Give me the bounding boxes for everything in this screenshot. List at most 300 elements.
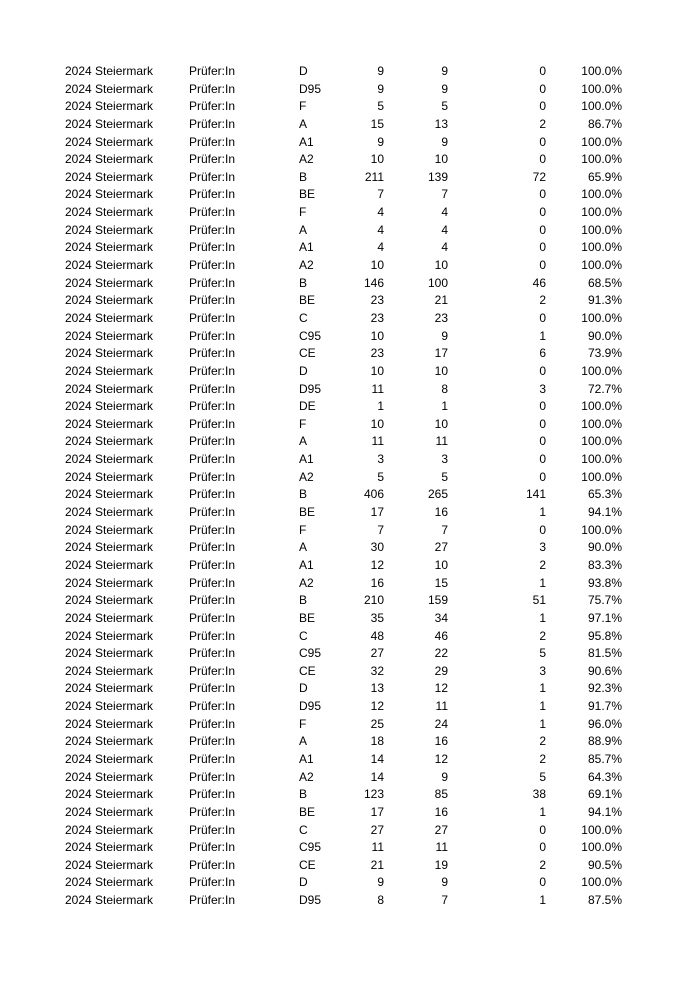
pass-rate-cell: 100.0% [581, 875, 622, 890]
license-class-cell: F [299, 205, 307, 220]
role-cell: Prüfer:In [189, 116, 236, 131]
failed-count-cell: 6 [539, 346, 546, 361]
total-count-cell: 7 [377, 187, 384, 202]
pass-rate-cell: 100.0% [581, 363, 622, 378]
total-count-cell: 11 [371, 840, 384, 855]
pass-rate-cell: 100.0% [581, 840, 622, 855]
table-row [0, 557, 700, 575]
failed-count-cell: 0 [539, 81, 546, 96]
role-cell: Prüfer:In [189, 169, 236, 184]
table-row [0, 292, 700, 310]
role-cell: Prüfer:In [189, 205, 236, 220]
pass-rate-cell: 100.0% [581, 416, 622, 431]
table-row [0, 522, 700, 540]
role-cell: Prüfer:In [189, 346, 236, 361]
region-cell: 2024 Steiermark [65, 522, 154, 537]
role-cell: Prüfer:In [189, 487, 236, 502]
region-cell: 2024 Steiermark [65, 734, 154, 749]
table-row [0, 716, 700, 734]
region-cell: 2024 Steiermark [65, 363, 154, 378]
passed-count-cell: 19 [434, 857, 448, 872]
role-cell: Prüfer:In [189, 293, 236, 308]
license-class-cell: D95 [299, 893, 322, 908]
passed-count-cell: 7 [441, 187, 448, 202]
total-count-cell: 5 [377, 469, 384, 484]
table-row [0, 892, 700, 910]
role-cell: Prüfer:In [189, 751, 236, 766]
table-row [0, 769, 700, 787]
passed-count-cell: 9 [441, 64, 448, 78]
role-cell: Prüfer:In [189, 99, 236, 114]
role-cell: Prüfer:In [189, 628, 236, 643]
role-cell: Prüfer:In [189, 699, 236, 714]
license-class-cell: A1 [299, 240, 314, 255]
license-class-cell: A2 [299, 469, 314, 484]
passed-count-cell: 5 [441, 99, 448, 114]
failed-count-cell: 0 [539, 840, 546, 855]
region-cell: 2024 Steiermark [65, 64, 154, 78]
license-class-cell: A2 [299, 152, 314, 167]
failed-count-cell: 0 [539, 822, 546, 837]
failed-count-cell: 3 [539, 663, 546, 678]
region-cell: 2024 Steiermark [65, 240, 154, 255]
pass-rate-cell: 85.7% [587, 751, 622, 766]
table-row [0, 63, 700, 81]
pass-rate-cell: 100.0% [581, 399, 622, 414]
total-count-cell: 23 [370, 293, 384, 308]
license-class-cell: CE [299, 346, 316, 361]
license-class-cell: BE [299, 505, 316, 520]
role-cell: Prüfer:In [189, 787, 236, 802]
total-count-cell: 12 [370, 557, 384, 572]
total-count-cell: 3 [377, 452, 384, 467]
total-count-cell: 27 [370, 822, 384, 837]
failed-count-cell: 3 [539, 381, 546, 396]
region-cell: 2024 Steiermark [65, 187, 154, 202]
region-cell: 2024 Steiermark [65, 434, 154, 449]
failed-count-cell: 0 [539, 416, 546, 431]
passed-count-cell: 12 [434, 751, 448, 766]
table-row [0, 663, 700, 681]
pass-rate-cell: 100.0% [581, 205, 622, 220]
region-cell: 2024 Steiermark [65, 116, 154, 131]
table-row [0, 645, 700, 663]
failed-count-cell: 2 [539, 751, 546, 766]
passed-count-cell: 10 [434, 152, 448, 167]
total-count-cell: 18 [370, 734, 384, 749]
table-row [0, 698, 700, 716]
region-cell: 2024 Steiermark [65, 681, 154, 696]
pass-rate-cell: 65.9% [587, 169, 622, 184]
failed-count-cell: 1 [539, 699, 546, 714]
table-row [0, 433, 700, 451]
passed-count-cell: 1 [441, 399, 448, 414]
total-count-cell: 30 [370, 540, 384, 555]
failed-count-cell: 0 [539, 99, 546, 114]
role-cell: Prüfer:In [189, 575, 236, 590]
passed-count-cell: 7 [441, 522, 448, 537]
pass-rate-cell: 95.8% [587, 628, 622, 643]
pass-rate-cell: 90.5% [587, 857, 622, 872]
pass-rate-cell: 100.0% [581, 240, 622, 255]
failed-count-cell: 2 [539, 628, 546, 643]
failed-count-cell: 1 [539, 716, 546, 731]
role-cell: Prüfer:In [189, 734, 236, 749]
table-row [0, 328, 700, 346]
pass-rate-cell: 100.0% [581, 822, 622, 837]
passed-count-cell: 27 [434, 540, 448, 555]
license-class-cell: A [299, 222, 308, 237]
table-row [0, 680, 700, 698]
total-count-cell: 10 [370, 152, 384, 167]
failed-count-cell: 141 [525, 487, 546, 502]
role-cell: Prüfer:In [189, 399, 236, 414]
failed-count-cell: 1 [539, 804, 546, 819]
role-cell: Prüfer:In [189, 328, 236, 343]
region-cell: 2024 Steiermark [65, 628, 154, 643]
role-cell: Prüfer:In [189, 81, 236, 96]
table-row [0, 169, 700, 187]
license-class-cell: D [299, 363, 308, 378]
license-class-cell: CE [299, 663, 316, 678]
table-row [0, 416, 700, 434]
role-cell: Prüfer:In [189, 240, 236, 255]
total-count-cell: 11 [371, 381, 384, 396]
total-count-cell: 9 [377, 134, 384, 149]
failed-count-cell: 0 [539, 134, 546, 149]
license-class-cell: D [299, 875, 308, 890]
passed-count-cell: 23 [434, 310, 448, 325]
region-cell: 2024 Steiermark [65, 328, 154, 343]
total-count-cell: 12 [370, 699, 384, 714]
region-cell: 2024 Steiermark [65, 134, 154, 149]
pass-rate-cell: 94.1% [587, 804, 622, 819]
pass-rate-cell: 83.3% [587, 557, 622, 572]
failed-count-cell: 0 [539, 240, 546, 255]
pass-rate-cell: 100.0% [581, 134, 622, 149]
table-row [0, 222, 700, 240]
passed-count-cell: 4 [441, 205, 448, 220]
passed-count-cell: 9 [441, 81, 448, 96]
license-class-cell: B [299, 169, 308, 184]
total-count-cell: 146 [363, 275, 384, 290]
passed-count-cell: 12 [434, 681, 448, 696]
role-cell: Prüfer:In [189, 469, 236, 484]
license-class-cell: B [299, 275, 308, 290]
pass-rate-cell: 100.0% [581, 258, 622, 273]
region-cell: 2024 Steiermark [65, 293, 154, 308]
table-row [0, 486, 700, 504]
total-count-cell: 27 [370, 646, 384, 661]
table-row [0, 857, 700, 875]
license-class-cell: A2 [299, 258, 314, 273]
total-count-cell: 35 [370, 610, 384, 625]
pass-rate-cell: 75.7% [587, 593, 622, 608]
region-cell: 2024 Steiermark [65, 258, 154, 273]
license-class-cell: C [299, 628, 308, 643]
region-cell: 2024 Steiermark [65, 893, 154, 908]
failed-count-cell: 0 [539, 205, 546, 220]
role-cell: Prüfer:In [189, 716, 236, 731]
total-count-cell: 123 [363, 787, 384, 802]
license-class-cell: D [299, 681, 308, 696]
pass-rate-cell: 72.7% [587, 381, 622, 396]
pass-rate-cell: 92.3% [587, 681, 622, 696]
table-row [0, 363, 700, 381]
passed-count-cell: 11 [435, 699, 448, 714]
region-cell: 2024 Steiermark [65, 610, 154, 625]
license-class-cell: A [299, 434, 308, 449]
license-class-cell: C95 [299, 840, 322, 855]
role-cell: Prüfer:In [189, 187, 236, 202]
license-class-cell: A [299, 116, 308, 131]
table-row [0, 733, 700, 751]
failed-count-cell: 0 [539, 222, 546, 237]
role-cell: Prüfer:In [189, 152, 236, 167]
failed-count-cell: 1 [539, 893, 546, 908]
passed-count-cell: 9 [441, 875, 448, 890]
passed-count-cell: 11 [435, 434, 448, 449]
role-cell: Prüfer:In [189, 275, 236, 290]
license-class-cell: C [299, 822, 308, 837]
table-row [0, 345, 700, 363]
total-count-cell: 17 [370, 804, 384, 819]
passed-count-cell: 10 [434, 258, 448, 273]
license-class-cell: C95 [299, 646, 322, 661]
role-cell: Prüfer:In [189, 681, 236, 696]
license-class-cell: A1 [299, 134, 314, 149]
passed-count-cell: 21 [434, 293, 448, 308]
failed-count-cell: 1 [539, 610, 546, 625]
failed-count-cell: 0 [539, 434, 546, 449]
region-cell: 2024 Steiermark [65, 540, 154, 555]
role-cell: Prüfer:In [189, 363, 236, 378]
passed-count-cell: 10 [434, 416, 448, 431]
table-row [0, 398, 700, 416]
table-row [0, 804, 700, 822]
pass-rate-cell: 93.8% [587, 575, 622, 590]
passed-count-cell: 11 [435, 840, 448, 855]
table-row [0, 575, 700, 593]
failed-count-cell: 2 [539, 734, 546, 749]
passed-count-cell: 22 [434, 646, 448, 661]
failed-count-cell: 0 [539, 363, 546, 378]
pass-rate-cell: 100.0% [581, 152, 622, 167]
passed-count-cell: 100 [427, 275, 448, 290]
total-count-cell: 9 [377, 875, 384, 890]
failed-count-cell: 1 [539, 505, 546, 520]
pass-rate-cell: 100.0% [581, 222, 622, 237]
role-cell: Prüfer:In [189, 434, 236, 449]
table-row [0, 839, 700, 857]
pass-rate-cell: 91.3% [587, 293, 622, 308]
region-cell: 2024 Steiermark [65, 822, 154, 837]
role-cell: Prüfer:In [189, 222, 236, 237]
role-cell: Prüfer:In [189, 822, 236, 837]
license-class-cell: B [299, 593, 308, 608]
total-count-cell: 16 [370, 575, 384, 590]
region-cell: 2024 Steiermark [65, 152, 154, 167]
passed-count-cell: 10 [434, 363, 448, 378]
pass-rate-cell: 65.3% [587, 487, 622, 502]
license-class-cell: A [299, 540, 308, 555]
pass-rate-cell: 100.0% [581, 434, 622, 449]
pass-rate-cell: 69.1% [587, 787, 622, 802]
role-cell: Prüfer:In [189, 769, 236, 784]
table-row [0, 116, 700, 134]
license-class-cell: BE [299, 804, 316, 819]
failed-count-cell: 1 [539, 328, 546, 343]
region-cell: 2024 Steiermark [65, 346, 154, 361]
total-count-cell: 14 [370, 751, 384, 766]
passed-count-cell: 139 [427, 169, 448, 184]
license-class-cell: D95 [299, 81, 322, 96]
pass-rate-cell: 94.1% [587, 505, 622, 520]
region-cell: 2024 Steiermark [65, 487, 154, 502]
table-row [0, 81, 700, 99]
pass-rate-cell: 87.5% [587, 893, 622, 908]
total-count-cell: 4 [377, 240, 384, 255]
pass-rate-cell: 86.7% [587, 116, 622, 131]
region-cell: 2024 Steiermark [65, 787, 154, 802]
passed-count-cell: 16 [434, 505, 448, 520]
region-cell: 2024 Steiermark [65, 716, 154, 731]
failed-count-cell: 38 [532, 787, 546, 802]
role-cell: Prüfer:In [189, 875, 236, 890]
total-count-cell: 5 [377, 99, 384, 114]
role-cell: Prüfer:In [189, 663, 236, 678]
table-row [0, 786, 700, 804]
table-row [0, 151, 700, 169]
region-cell: 2024 Steiermark [65, 505, 154, 520]
table-row [0, 275, 700, 293]
region-cell: 2024 Steiermark [65, 663, 154, 678]
pass-rate-cell: 64.3% [587, 769, 622, 784]
region-cell: 2024 Steiermark [65, 804, 154, 819]
license-class-cell: BE [299, 610, 316, 625]
failed-count-cell: 0 [539, 399, 546, 414]
failed-count-cell: 0 [539, 469, 546, 484]
pass-rate-cell: 90.6% [587, 663, 622, 678]
total-count-cell: 9 [377, 81, 384, 96]
region-cell: 2024 Steiermark [65, 469, 154, 484]
table-row [0, 310, 700, 328]
license-class-cell: DE [299, 399, 316, 414]
region-cell: 2024 Steiermark [65, 751, 154, 766]
passed-count-cell: 16 [434, 804, 448, 819]
pass-rate-cell: 100.0% [581, 469, 622, 484]
license-class-cell: C95 [299, 328, 322, 343]
region-cell: 2024 Steiermark [65, 399, 154, 414]
table-row [0, 504, 700, 522]
total-count-cell: 23 [370, 310, 384, 325]
passed-count-cell: 9 [441, 769, 448, 784]
total-count-cell: 13 [370, 681, 384, 696]
table-row [0, 822, 700, 840]
license-class-cell: A2 [299, 575, 314, 590]
failed-count-cell: 0 [539, 64, 546, 78]
license-class-cell: BE [299, 187, 316, 202]
license-class-cell: A1 [299, 452, 314, 467]
passed-count-cell: 3 [441, 452, 448, 467]
table-row [0, 239, 700, 257]
region-cell: 2024 Steiermark [65, 416, 154, 431]
pass-rate-cell: 88.9% [587, 734, 622, 749]
passed-count-cell: 5 [441, 469, 448, 484]
passed-count-cell: 265 [427, 487, 448, 502]
license-class-cell: A2 [299, 769, 314, 784]
region-cell: 2024 Steiermark [65, 81, 154, 96]
table-row [0, 186, 700, 204]
failed-count-cell: 2 [539, 857, 546, 872]
total-count-cell: 48 [370, 628, 384, 643]
pass-rate-cell: 100.0% [581, 187, 622, 202]
passed-count-cell: 4 [441, 240, 448, 255]
failed-count-cell: 0 [539, 522, 546, 537]
license-class-cell: A [299, 734, 308, 749]
passed-count-cell: 9 [441, 134, 448, 149]
license-class-cell: A1 [299, 751, 314, 766]
total-count-cell: 15 [370, 116, 384, 131]
passed-count-cell: 9 [441, 328, 448, 343]
passed-count-cell: 15 [434, 575, 448, 590]
total-count-cell: 25 [370, 716, 384, 731]
total-count-cell: 9 [377, 64, 384, 78]
total-count-cell: 10 [370, 416, 384, 431]
region-cell: 2024 Steiermark [65, 699, 154, 714]
role-cell: Prüfer:In [189, 381, 236, 396]
total-count-cell: 10 [370, 363, 384, 378]
passed-count-cell: 24 [434, 716, 448, 731]
pass-rate-cell: 90.0% [587, 540, 622, 555]
license-class-cell: BE [299, 293, 316, 308]
license-class-cell: D95 [299, 699, 322, 714]
failed-count-cell: 2 [539, 557, 546, 572]
table-row [0, 451, 700, 469]
passed-count-cell: 46 [434, 628, 448, 643]
role-cell: Prüfer:In [189, 505, 236, 520]
failed-count-cell: 46 [532, 275, 546, 290]
total-count-cell: 406 [363, 487, 384, 502]
table-row [0, 874, 700, 892]
passed-count-cell: 85 [434, 787, 448, 802]
pass-rate-cell: 73.9% [587, 346, 622, 361]
total-count-cell: 11 [371, 434, 384, 449]
table-row [0, 257, 700, 275]
role-cell: Prüfer:In [189, 893, 236, 908]
total-count-cell: 32 [370, 663, 384, 678]
table-row [0, 469, 700, 487]
region-cell: 2024 Steiermark [65, 840, 154, 855]
role-cell: Prüfer:In [189, 416, 236, 431]
total-count-cell: 4 [377, 222, 384, 237]
failed-count-cell: 0 [539, 452, 546, 467]
pass-rate-cell: 96.0% [587, 716, 622, 731]
region-cell: 2024 Steiermark [65, 857, 154, 872]
role-cell: Prüfer:In [189, 134, 236, 149]
passed-count-cell: 159 [427, 593, 448, 608]
role-cell: Prüfer:In [189, 840, 236, 855]
role-cell: Prüfer:In [189, 593, 236, 608]
table-row [0, 134, 700, 152]
pass-rate-cell: 81.5% [587, 646, 622, 661]
total-count-cell: 1 [377, 399, 384, 414]
passed-count-cell: 4 [441, 222, 448, 237]
failed-count-cell: 3 [539, 540, 546, 555]
region-cell: 2024 Steiermark [65, 205, 154, 220]
passed-count-cell: 10 [434, 557, 448, 572]
license-class-cell: B [299, 787, 308, 802]
